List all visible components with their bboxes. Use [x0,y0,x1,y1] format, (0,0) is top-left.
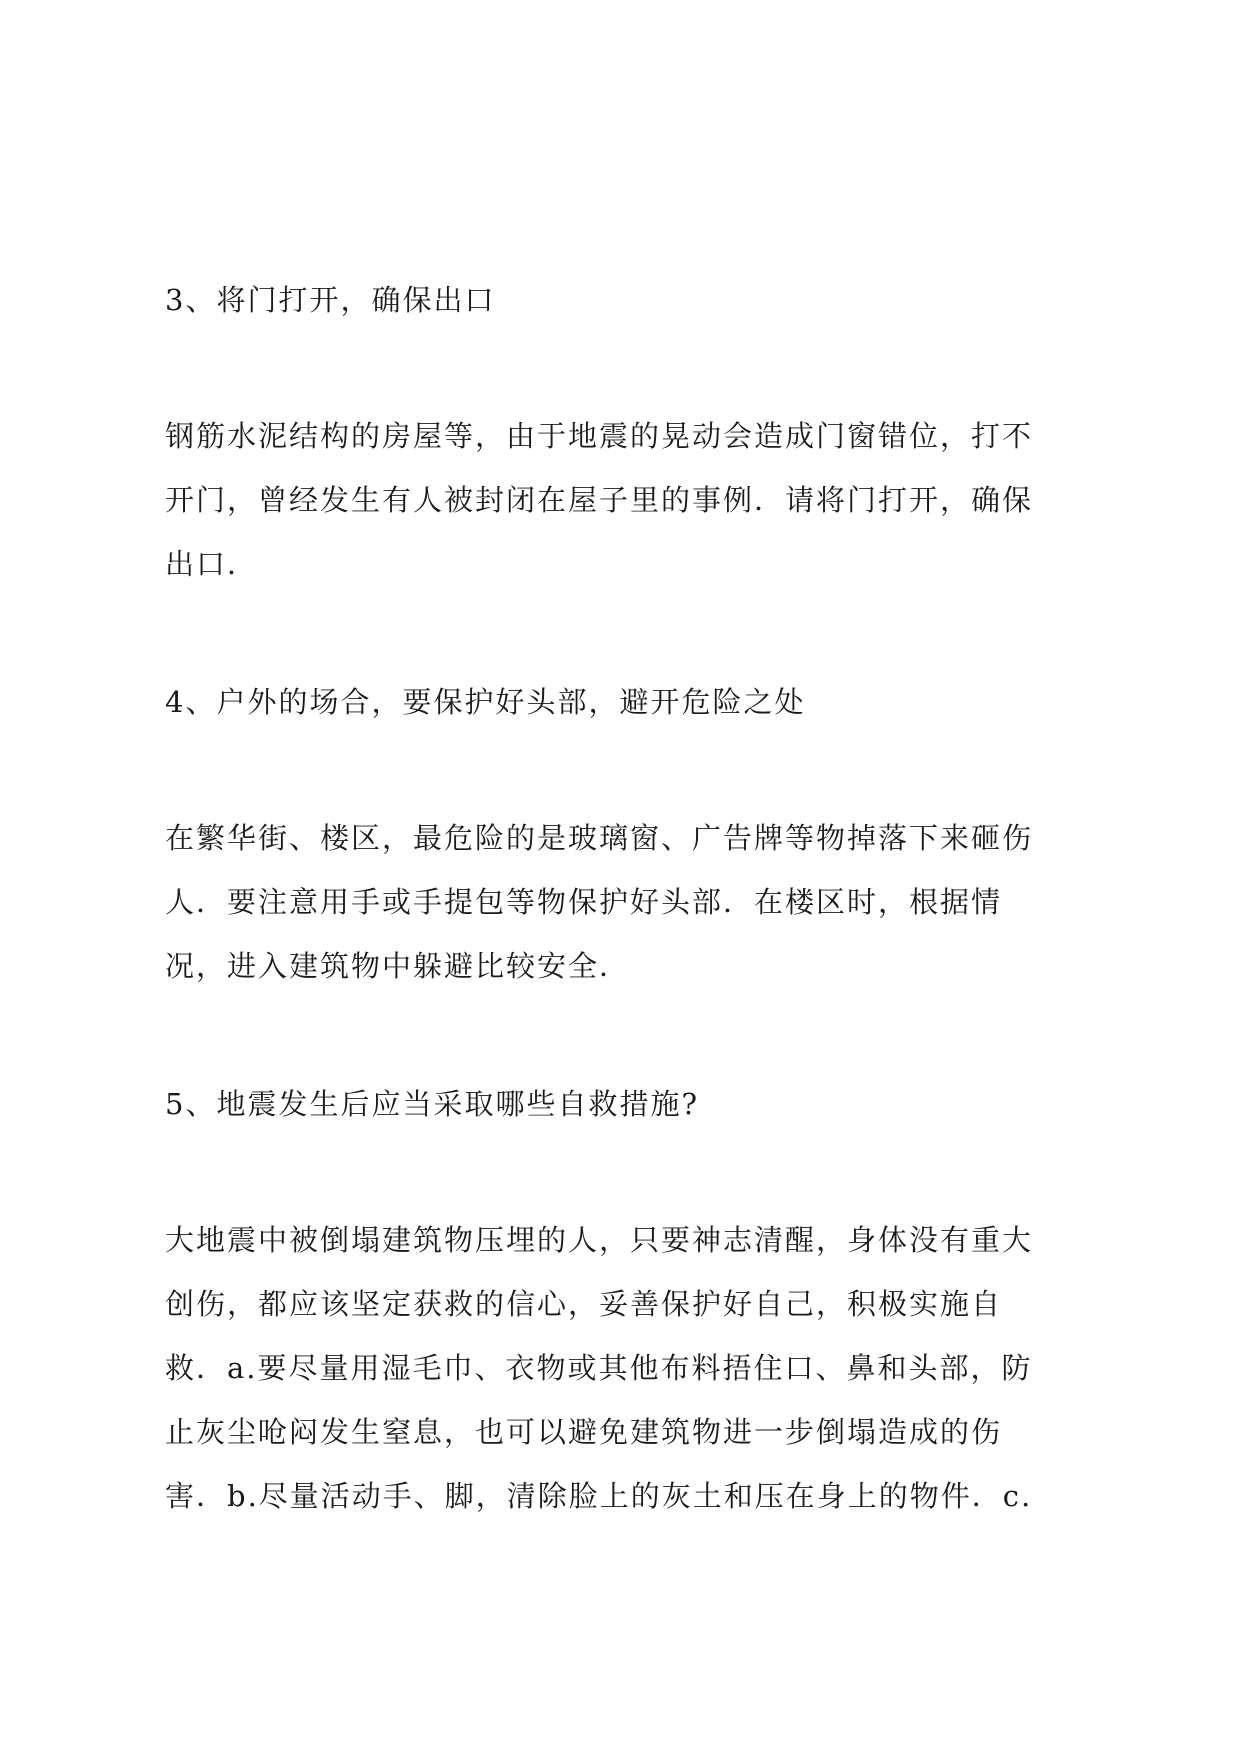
paragraph-line: 大地震中被倒塌建筑物压埋的人，只要神志清醒，身体没有重大 [165,1223,1034,1257]
section-heading: 4、户外的场合，要保护好头部，避开危险之处 [165,685,806,719]
section-heading: 3、将门打开，确保出口 [165,283,496,317]
section-paragraph [165,404,1093,596]
paragraph-line: 害．b.尽量活动手、脚，清除脸上的灰土和压在身上的物件．c. [165,1479,1033,1513]
section-paragraph [165,1208,1093,1528]
paragraph-line: 在繁华街、楼区，最危险的是玻璃窗、广告牌等物掉落下来砸伤 [165,821,1034,855]
paragraph-line: 创伤，都应该坚定获救的信心，妥善保护好自己，积极实施自 [165,1287,1003,1321]
section-paragraph [165,806,1093,998]
section-heading: 5、地震发生后应当采取哪些自救措施? [165,1087,699,1121]
paragraph-line: 止灰尘呛闷发生窒息，也可以避免建筑物进一步倒塌造成的伤 [165,1415,1003,1449]
paragraph-line: 钢筋水泥结构的房屋等，由于地震的晃动会造成门窗错位，打不 [165,419,1034,453]
paragraph-line: 况，进入建筑物中躲避比较安全． [165,949,631,983]
document-body [165,282,1093,1528]
paragraph-line: 出口． [165,547,259,581]
paragraph-line: 开门，曾经发生有人被封闭在屋子里的事例．请将门打开，确保 [165,483,1034,517]
paragraph-line: 人．要注意用手或手提包等物保护好头部．在楼区时，根据情 [165,885,1003,919]
paragraph-line: 救．a.要尽量用湿毛巾、衣物或其他布料捂住口、鼻和头部，防 [165,1351,1033,1385]
